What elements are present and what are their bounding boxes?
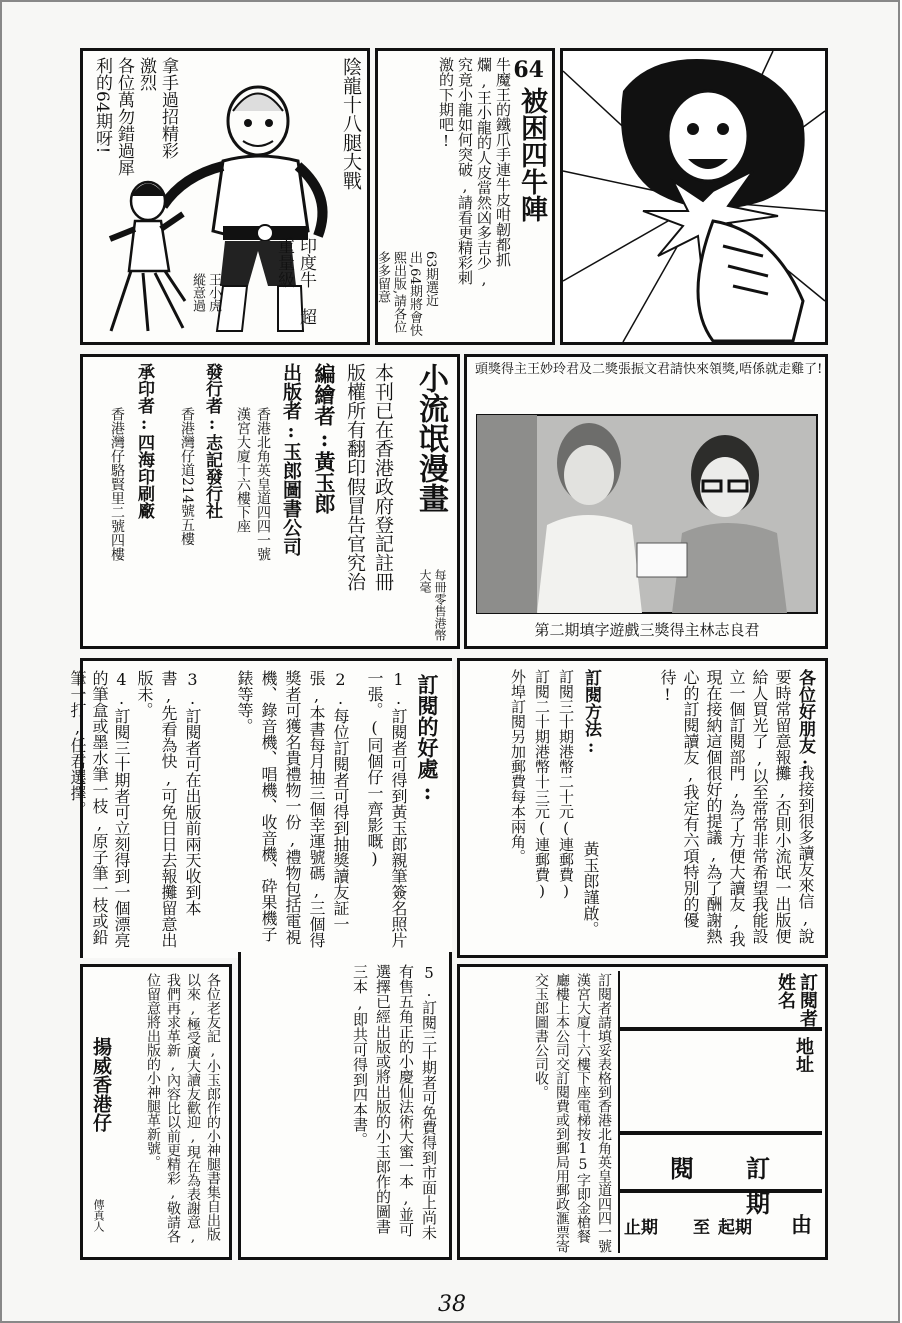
panel-credits [80,354,460,649]
end-label: 期止 [624,1218,658,1238]
photo-caption-bottom: 第二期填字遊戲三獎得主林志良君 [534,621,760,639]
benefits-heading: 訂閱的好處: [415,674,440,804]
period-range-field[interactable] [618,1191,822,1253]
panel-notice [80,964,232,1260]
issue-note: 63期選近出,64期將會快熙出版,請各位多多留意 [375,251,438,337]
method-30: 訂閱三十期港幣二十元(連郵費) [557,669,575,900]
fighters-caption-mid: 拿手過招精彩激烈 [136,57,178,159]
comic-excerpt-art [563,51,825,342]
publisher-address-2: 漢宮大廈十六樓下座 [235,407,251,533]
photo-caption-top: 頭獎得主王妙玲君及二獎張振文君請快來領獎,唔係就走雞了! [475,362,823,377]
address-field[interactable] [618,1029,822,1133]
benefit-item-5: 5.訂閱三十期者可免費得到市面上尚未有售五角正的小慶仙法術大蜜一本,並可選擇已經出版或將出版的小玉郎作的圖書三本,即共可得到四本書。 [351,964,438,1240]
notice-signature-note: 傳真人 [92,1199,105,1232]
name-label: 訂閱者姓名 [775,973,818,1027]
benefit-item-1: 1.訂閱者可得到黃玉郎親筆簽名照片一張。(同個仔一齊影嘅) [365,670,408,948]
wrestler-label: 印度牛 超重量級 [274,237,316,325]
publisher-text: 出版者:玉郎圖書公司 [280,363,302,556]
distributor-address: 香港灣仔道214號五樓 [179,407,195,546]
issue-number: 64 [513,57,544,83]
printer-address: 香港灣仔駱賢里二號四樓 [109,407,125,561]
start-label: 期起 [718,1218,752,1238]
magazine-price: 每冊零售港幣大毫 [418,569,447,641]
fighters-caption-left: 各位萬勿錯過犀利的64期呀! [92,57,134,176]
publisher-address: 香港北角英皇道四四一號 [255,407,271,561]
method-overseas: 外埠訂閱另加郵費每本兩角。 [509,669,527,864]
letter-signature: 黃玉郎謹啟。 [581,841,600,937]
issue-synopsis: 牛魔王的鐵爪手連牛皮咁韌都抓爛,王小龍的人皮當然凶多吉少,究竟小龍如何突破,請看更精彩刺激的下期吧! [437,57,512,288]
address-label: 地址 [793,1037,814,1073]
magazine-title: 小流氓漫畫 [413,363,448,513]
letter-greeting: 各位好朋友: [795,669,815,774]
panel-winners-photo [464,354,828,649]
notice-signature: 揚威香港仔 [90,1037,112,1132]
benefit-item-2: 2.每位訂閱者可得到抽獎讀友証一張,本書每月抽三個幸運號碼,三個得獎者可獲名貴禮物一份,禮物包括電視機、錄音機、唱機、收音機、砕果機子錶等等。 [235,670,350,948]
panel-fighters [80,48,370,345]
panel-subscription-form [457,964,828,1260]
printer-text: 承印者:四海印刷廠 [134,363,154,519]
fighters-caption-right: 陰龍十八腿大戰 [340,57,362,190]
to-label: 至 [693,1218,710,1238]
letter-body: 我接到很多讀友來信,說要時常留意報攤,否則小流氓一出版便給人買光了,以至常常非常希望我能設立一個訂閱部門,為了方便大讀友,我現在接納這個很好的提議,為了酬謝熱心的訂閱讀友,我定有六項特別的優待! [658,669,815,947]
form-instructions: 訂閱者請填妥表格到香港北角英皇道四四一號漢宮大廈十六樓下座電梯按15字即金槍餐廳樓上本公司交訂閱費或到郵局用郵政滙票寄交玉郎圖書公司收。 [533,973,612,1253]
notice-body: 各位老友記,小玉郎作的小神腿書集自出版以來,極受廣大讀友歡迎,現在為表謝意,我們再求革新,內容比以前更精彩,敬請各位留意將出版的小神腿革新號。 [145,973,221,1245]
benefit-item-4: 4.訂閱三十期者可立刻得到一個漂亮的筆盒或墨水筆一枝,原子筆一枝或鉛筆一打,任君選擇。 [68,670,131,948]
panel-comic-excerpt [560,48,828,345]
period-label: 訂閱期 [670,1154,822,1218]
name-field[interactable] [618,971,822,1029]
editor-text: 編繪者:黃玉郎 [312,363,337,514]
method-title: 訂閱方法: [581,669,601,757]
boy-label: 王小虎 縱意過 [190,273,221,312]
panel-next-issue [375,48,555,345]
panel-letter [457,658,828,958]
from-label: 由 [791,1212,812,1237]
winners-photo [477,415,817,613]
copyright-text: 版權所有翻印假冒告官究治 [344,363,366,591]
page-number: 38 [438,1292,466,1317]
benefit-item-3: 3.訂閱者可在出版前兩天收到本書,先看為快,可免日日去報攤留意出版未。 [135,670,202,948]
method-20: 訂閱二十期港幣十三元(連郵費) [533,669,551,900]
registration-text: 本刊已在香港政府登記註冊 [372,363,394,591]
issue-title: 被困四牛陣 [516,87,547,222]
distributor-text: 發行者:志記發行社 [202,363,222,519]
period-row [618,1133,822,1218]
